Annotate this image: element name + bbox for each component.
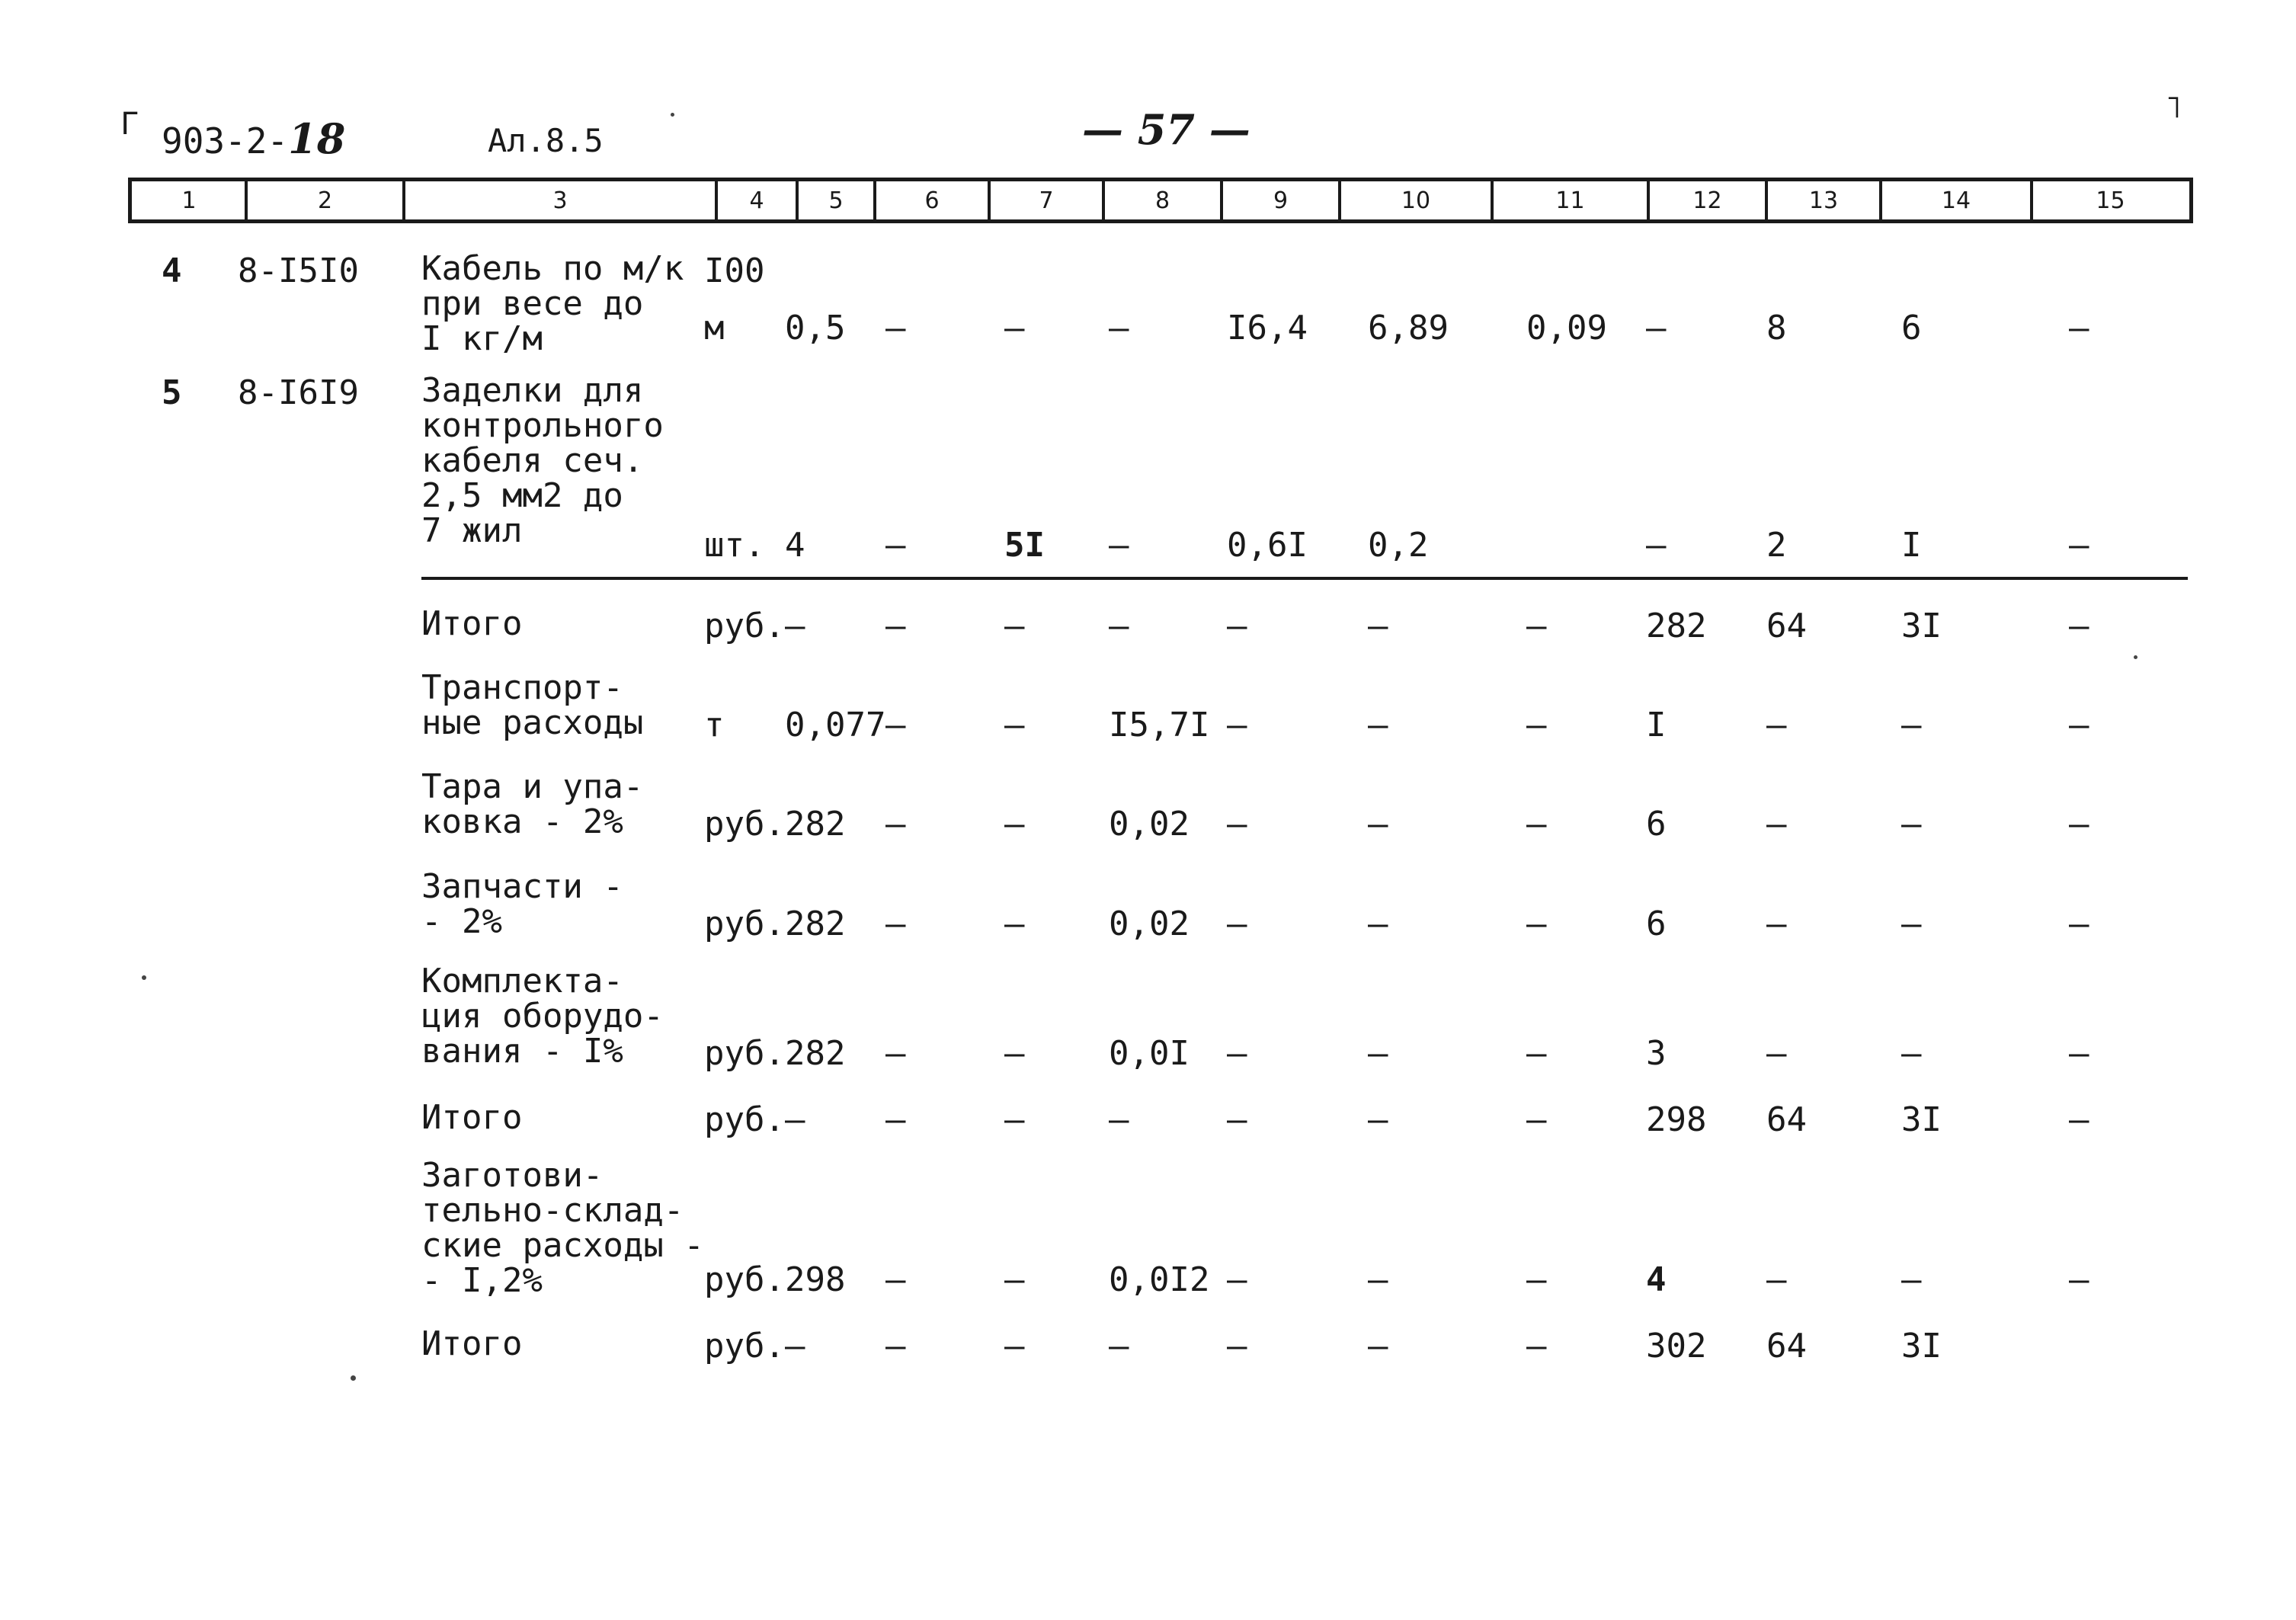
column-number-7: 7 <box>1039 187 1054 214</box>
row-3-col-8: – <box>1109 607 1129 645</box>
column-divider <box>1647 181 1650 219</box>
row-10-col-9: – <box>1227 1327 1247 1365</box>
row-6-col-10: – <box>1368 904 1388 943</box>
row-3-col-6: – <box>885 607 906 645</box>
row-4-col-11: – <box>1526 706 1547 744</box>
row-8-col-6: – <box>885 1100 906 1139</box>
row-5-col-8: 0,02 <box>1109 805 1190 844</box>
column-number-13: 13 <box>1808 187 1839 214</box>
row-6-description: Запчасти - - 2% <box>421 867 623 941</box>
row-4-col-6: – <box>885 706 906 744</box>
column-divider <box>245 181 248 219</box>
row-1-col-13: 8 <box>1766 309 1787 347</box>
column-divider <box>1491 181 1494 219</box>
row-5-col-13: – <box>1766 805 1787 844</box>
row-5-col-15: – <box>2069 805 2089 844</box>
column-number-12: 12 <box>1692 187 1722 214</box>
row-8-description: Итого <box>421 1098 523 1137</box>
row-8-col-7: – <box>1004 1100 1025 1139</box>
row-1-col-6: – <box>885 309 906 347</box>
row-3-col-11: – <box>1526 607 1547 645</box>
row-10-col-11: – <box>1526 1327 1547 1365</box>
row-7-col-14: – <box>1901 1034 1922 1073</box>
row-4-col-7: – <box>1004 706 1025 744</box>
column-number-2: 2 <box>317 187 333 214</box>
column-divider <box>715 181 718 219</box>
row-9-description: Заготови- тельно-склад- ские расходы - - I,2% <box>421 1156 704 1300</box>
row-1-col-2: 8-I5I0 <box>238 251 359 290</box>
row-3-col-7: – <box>1004 607 1025 645</box>
row-2-col-2: 8-I6I9 <box>238 373 359 412</box>
row-8-col-13: 64 <box>1766 1100 1807 1139</box>
document-code-prefix: 903-2- <box>162 120 289 162</box>
row-1-col-12: – <box>1646 309 1667 347</box>
row-7-col-8: 0,0I <box>1109 1034 1190 1073</box>
row-10-col-7: – <box>1004 1327 1025 1365</box>
row-2-col-5: 4 <box>785 526 805 565</box>
row-6-col-8: 0,02 <box>1109 904 1190 943</box>
row-7-col-10: – <box>1368 1034 1388 1073</box>
column-divider <box>1220 181 1223 219</box>
row-9-col-4: руб. <box>704 1260 785 1299</box>
row-9-col-8: 0,0I2 <box>1109 1260 1210 1299</box>
column-divider <box>988 181 991 219</box>
column-divider <box>873 181 876 219</box>
scan-speck <box>671 113 674 117</box>
row-3-col-5: – <box>785 607 805 645</box>
row-4-col-12: I <box>1646 706 1667 744</box>
column-number-6: 6 <box>924 187 940 214</box>
row-5-col-7: – <box>1004 805 1025 844</box>
row-1-col-15: – <box>2069 309 2089 347</box>
row-5-col-9: – <box>1227 805 1247 844</box>
row-4-col-13: – <box>1766 706 1787 744</box>
row-9-col-10: – <box>1368 1260 1388 1299</box>
column-number-5: 5 <box>828 187 844 214</box>
row-9-col-13: – <box>1766 1260 1787 1299</box>
column-number-1: 1 <box>181 187 197 214</box>
row-7-col-15: – <box>2069 1034 2089 1073</box>
row-2-col-14: I <box>1901 526 1922 565</box>
row-7-col-4: руб. <box>704 1034 785 1073</box>
row-7-col-9: – <box>1227 1034 1247 1073</box>
row-3-col-10: – <box>1368 607 1388 645</box>
edge-mark: ˥ <box>2164 90 2183 125</box>
row-9-col-15: – <box>2069 1260 2089 1299</box>
row-8-col-9: – <box>1227 1100 1247 1139</box>
row-8-col-8: – <box>1109 1100 1129 1139</box>
row-9-col-7: – <box>1004 1260 1025 1299</box>
row-2-col-13: 2 <box>1766 526 1787 565</box>
row-1-col-14: 6 <box>1901 309 1922 347</box>
row-3-col-9: – <box>1227 607 1247 645</box>
row-6-col-9: – <box>1227 904 1247 943</box>
column-number-10: 10 <box>1401 187 1431 214</box>
row-2-col-1: 5 <box>162 373 182 412</box>
row-9-col-11: – <box>1526 1260 1547 1299</box>
column-number-14: 14 <box>1941 187 1971 214</box>
row-8-col-5: – <box>785 1100 805 1139</box>
row-5-col-14: – <box>1901 805 1922 844</box>
sheet-reference: Ал.8.5 <box>488 122 604 159</box>
row-9-col-9: – <box>1227 1260 1247 1299</box>
row-6-col-4: руб. <box>704 904 785 943</box>
document-code-handwritten: 18 <box>288 114 346 163</box>
row-7-col-5: 282 <box>785 1034 846 1073</box>
column-divider <box>402 181 405 219</box>
row-8-col-11: – <box>1526 1100 1547 1139</box>
document-code <box>162 114 345 163</box>
row-8-col-14: 3I <box>1901 1100 1942 1139</box>
row-10-col-13: 64 <box>1766 1327 1807 1365</box>
row-1-col-8: – <box>1109 309 1129 347</box>
row-1-col-7: – <box>1004 309 1025 347</box>
row-4-col-9: – <box>1227 706 1247 744</box>
row-1-col-9: I6,4 <box>1227 309 1308 347</box>
row-5-col-4: руб. <box>704 805 785 844</box>
row-1-col-11: 0,09 <box>1526 309 1607 347</box>
row-6-col-15: – <box>2069 904 2089 943</box>
row-1-col-1: 4 <box>162 251 182 290</box>
row-5-col-10: – <box>1368 805 1388 844</box>
column-number-11: 11 <box>1555 187 1585 214</box>
row-3-col-13: 64 <box>1766 607 1807 645</box>
row-6-col-11: – <box>1526 904 1547 943</box>
row-4-col-10: – <box>1368 706 1388 744</box>
row-8-col-15: – <box>2069 1100 2089 1139</box>
row-1-col-4: м <box>704 309 725 347</box>
section-rule <box>421 577 2188 580</box>
row-9-col-14: – <box>1901 1260 1922 1299</box>
row-3-col-15: – <box>2069 607 2089 645</box>
row-7-col-6: – <box>885 1034 906 1073</box>
row-10-col-10: – <box>1368 1327 1388 1365</box>
row-6-col-7: – <box>1004 904 1025 943</box>
scan-speck <box>2134 655 2137 659</box>
row-6-col-6: – <box>885 904 906 943</box>
corner-mark: Г <box>120 107 139 142</box>
row-4-col-15: – <box>2069 706 2089 744</box>
scan-speck <box>351 1375 356 1381</box>
row-4-description: Транспорт- ные расходы <box>421 668 644 742</box>
row-9-col-5: 298 <box>785 1260 846 1299</box>
row-7-col-11: – <box>1526 1034 1547 1073</box>
row-1-col-4a: I00 <box>704 251 765 290</box>
column-divider <box>2030 181 2033 219</box>
row-4-col-4: т <box>704 706 725 744</box>
row-9-col-12: 4 <box>1646 1260 1667 1299</box>
row-4-col-8: I5,7I <box>1109 706 1210 744</box>
column-number-15: 15 <box>2096 187 2125 214</box>
row-7-col-13: – <box>1766 1034 1787 1073</box>
row-10-col-12: 302 <box>1646 1327 1707 1365</box>
row-3-description: Итого <box>421 604 523 643</box>
row-2-col-4: шт. <box>704 526 765 565</box>
row-2-col-9: 0,6I <box>1227 526 1308 565</box>
row-2-col-15: – <box>2069 526 2089 565</box>
row-2-col-7: 5I <box>1004 526 1045 565</box>
column-number-8: 8 <box>1154 187 1170 214</box>
row-2-col-10: 0,2 <box>1368 526 1429 565</box>
column-divider <box>796 181 799 219</box>
column-number-4: 4 <box>749 187 764 214</box>
row-5-col-11: – <box>1526 805 1547 844</box>
column-number-9: 9 <box>1273 187 1289 214</box>
column-number-3: 3 <box>552 187 568 214</box>
row-4-col-5: 0,077 <box>785 706 886 744</box>
row-10-col-6: – <box>885 1327 906 1365</box>
column-divider <box>1765 181 1768 219</box>
row-2-col-12: – <box>1646 526 1667 565</box>
row-7-description: Комплекта- ция оборудо- вания - I% <box>421 962 664 1071</box>
row-5-description: Тара и упа- ковка - 2% <box>421 767 644 841</box>
column-divider <box>1102 181 1105 219</box>
row-3-col-4: руб. <box>704 607 785 645</box>
row-5-col-5: 282 <box>785 805 846 844</box>
row-5-col-12: 6 <box>1646 805 1667 844</box>
row-1-col-5: 0,5 <box>785 309 846 347</box>
row-3-col-14: 3I <box>1901 607 1942 645</box>
row-10-col-14: 3I <box>1901 1327 1942 1365</box>
row-6-col-12: 6 <box>1646 904 1667 943</box>
row-10-col-5: – <box>785 1327 805 1365</box>
row-4-col-14: – <box>1901 706 1922 744</box>
row-5-col-6: – <box>885 805 906 844</box>
row-3-col-12: 282 <box>1646 607 1707 645</box>
row-10-description: Итого <box>421 1324 523 1363</box>
row-7-col-12: 3 <box>1646 1034 1667 1073</box>
column-divider <box>1879 181 1882 219</box>
row-6-col-5: 282 <box>785 904 846 943</box>
row-8-col-10: – <box>1368 1100 1388 1139</box>
scan-speck <box>142 975 146 980</box>
row-7-col-7: – <box>1004 1034 1025 1073</box>
row-6-col-13: – <box>1766 904 1787 943</box>
row-10-col-8: – <box>1109 1327 1129 1365</box>
row-2-description: Заделки для контрольного кабеля сеч. 2,5 мм2 до 7 жил <box>421 371 664 550</box>
row-9-col-6: – <box>885 1260 906 1299</box>
row-8-col-4: руб. <box>704 1100 785 1139</box>
column-number-bar <box>128 178 2193 223</box>
row-10-col-4: руб. <box>704 1327 785 1365</box>
row-1-col-10: 6,89 <box>1368 309 1449 347</box>
row-6-col-14: – <box>1901 904 1922 943</box>
page-number: — 57 — <box>1082 105 1250 154</box>
column-divider <box>1338 181 1341 219</box>
row-8-col-12: 298 <box>1646 1100 1707 1139</box>
row-1-description: Кабель по м/к при весе до I кг/м <box>421 249 684 358</box>
row-2-col-8: – <box>1109 526 1129 565</box>
row-2-col-6: – <box>885 526 906 565</box>
